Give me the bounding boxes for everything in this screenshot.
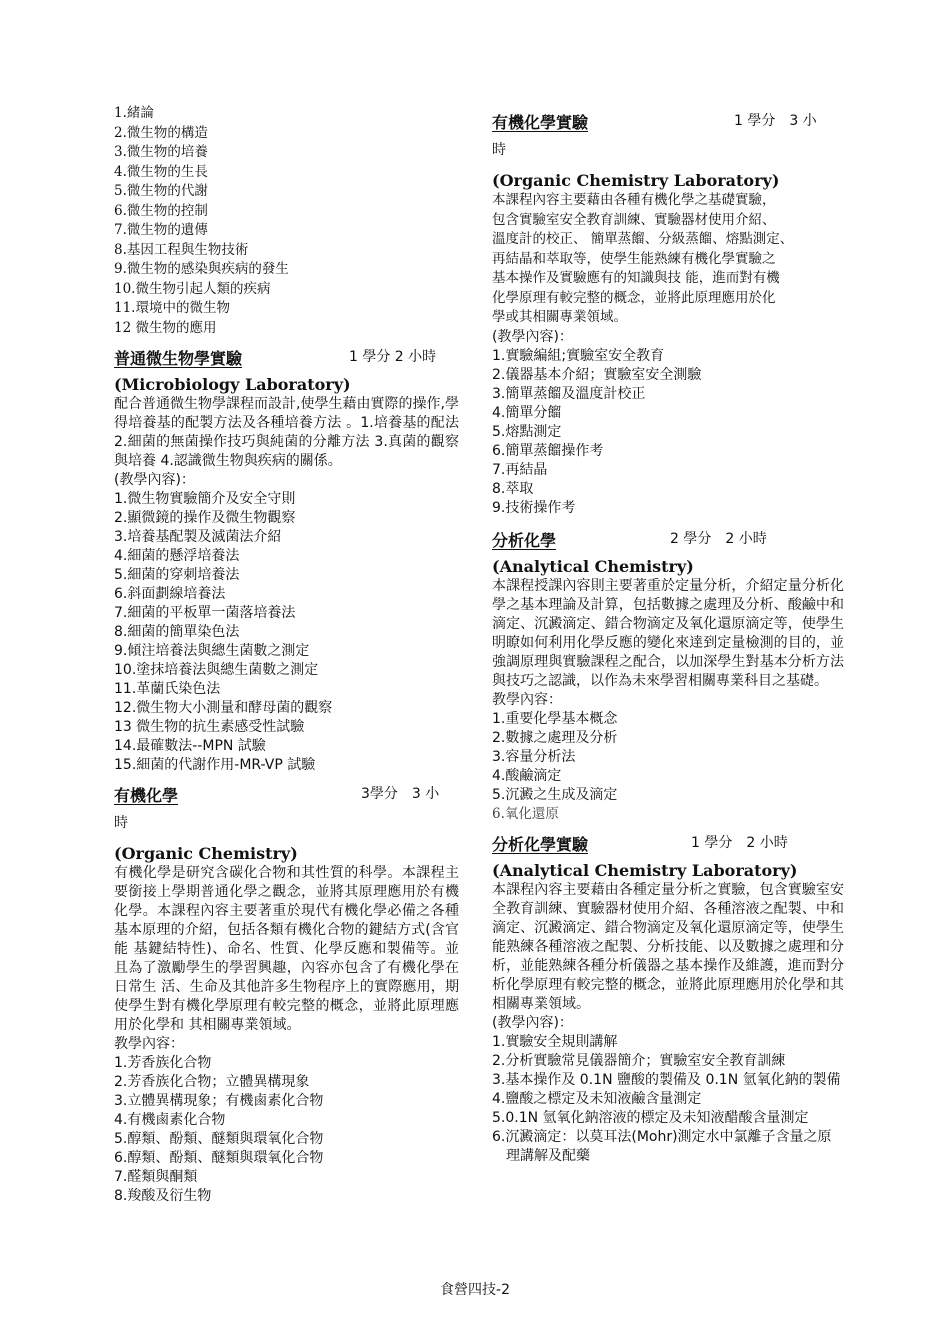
list-item: 6.斜面劃線培養法 [114,586,226,602]
course-credits: 1 學分 3 小 [734,113,817,129]
course-english-title: (Analytical Chemistry) [492,556,694,576]
list-item: 2.顯微鏡的操作及微生物觀察 [114,510,296,526]
course-title: 分析化學 [492,530,557,550]
organic-lab-items [492,347,844,518]
list-item: 6.微生物的控制 [114,202,208,219]
micro-lab-heading [114,346,459,372]
list-item: 11.環境中的微生物 [114,300,230,316]
description-line: 本課程內容主要藉由各種有機化學之基礎實驗， [492,192,776,208]
list-item: 1.實驗編組;實驗室安全教育 [492,347,665,364]
intro-list [114,104,459,338]
list-item: 3.培養基配製及滅菌法介紹 [114,529,282,545]
list-item: 12.微生物大小測量和酵母菌的觀察 [114,700,333,716]
list-item: 5.細菌的穿刺培養法 [114,567,240,583]
description-line: 溫度計的校正、 簡單蒸餾、分級蒸餾、熔點測定、 [492,231,794,247]
list-item: 2.分析實驗常見儀器簡介；實驗室安全教育訓練 [492,1053,786,1069]
content-label: 教學內容： [492,691,562,708]
course-credits: 1 學分 2 小時 [691,835,788,851]
list-item: 3.簡單蒸餾及溫度計校正 [492,385,646,402]
list-item: 7.醛類與酮類 [114,1169,198,1185]
list-item: 5.沉澱之生成及滴定 [492,786,618,803]
list-item: 1.緒論 [114,105,154,121]
list-item: 3.基本操作及 0.1N 鹽酸的製備及 0.1N 氫氧化鈉的製備 [492,1072,841,1088]
list-item: 15.細菌的代謝作用-MR-VP 試驗 [114,757,316,773]
organic-heading [114,783,459,809]
list-item: 1.芳香族化合物 [114,1055,212,1071]
description-line: 基本操作及實驗應有的知識與技 能，進而對有機 [492,270,780,286]
list-item: 2.數據之處理及分析 [492,729,618,746]
list-item: 1.實驗安全規則講解 [492,1034,618,1050]
list-item: 7.再結晶 [492,461,548,478]
course-hours-tail: 時 [114,815,128,831]
list-item: 6.氧化還原 [492,805,559,822]
page-footer: 食營四技-2 [440,1282,510,1298]
course-description: 有機化學是研究含碳化合物和其性質的科學。本課程主要銜接上學期普通化學之觀念，並將其原理應用於有機 化學。本課程內容主要著重於現代有機化學必備之各種基本原理的介紹，包括各類有機化合物的鍵結方式(含官能 基鍵結特性)、命名、性質、化學反應和製備等。並且為了激勵學生的學習興趣，內容亦包含了有機化學在日常生 活、生命及其他許多生物程序上的實際應用，期使學生對有機化學原理有較完整的概念，並將此原理應用於化學和 其相關專業領域。 [114,865,473,1033]
list-item: 3.立體異構現象；有機鹵素化合物 [114,1093,324,1109]
list-item: 8.萃取 [492,480,534,497]
list-item: 6.醇類、酚類、醚類與環氧化合物 [114,1150,324,1166]
list-item: 11.革蘭氏染色法 [114,681,221,697]
list-item: 7.細菌的平板單一菌落培養法 [114,605,296,621]
list-item: 2.儀器基本介紹；實驗室安全測驗 [492,366,702,383]
analytical-lab-items [492,1033,844,1166]
list-item: 3.微生物的培養 [114,144,208,160]
right-column [492,110,844,1166]
list-item: 4.酸鹼滴定 [492,767,562,784]
list-item: 5.微生物的代謝 [114,183,208,199]
list-item: 6.簡單蒸餾操作考 [492,442,604,459]
list-item: 2.芳香族化合物；立體異構現象 [114,1074,310,1090]
course-title: 有機化學實驗 [492,113,589,132]
content-label: (教學內容)： [492,328,573,345]
content-label: (教學內容)： [492,1015,573,1031]
analytical-lab-heading [492,832,844,858]
description-line: 包含實驗室安全教育訓練、實驗器材使用介紹、 [492,211,776,228]
left-column [114,104,473,1206]
course-english-title: (Organic Chemistry Laboratory) [492,171,780,190]
content-label: (教學內容)： [114,472,195,488]
list-item: 8.細菌的簡單染色法 [114,624,240,640]
list-item: 4.細菌的懸浮培養法 [114,548,240,564]
course-credits: 2 學分 2 小時 [670,530,767,547]
course-credits: 3學分 3 小 [361,786,440,802]
course-description [492,191,844,328]
list-item: 4.鹽酸之標定及未知液鹼含量測定 [492,1091,702,1107]
list-item: 4.微生物的生長 [114,163,208,180]
course-english-title: (Analytical Chemistry Laboratory) [492,861,798,880]
list-item: 8.基因工程與生物技術 [114,241,249,258]
list-item: 1.重要化學基本概念 [492,710,618,727]
course-description: 本課程授課內容則主要著重於定量分析，介紹定量分析化學之基本理論及計算，包括數據之處理及分析、酸鹼中和滴定、沉澱滴定、錯合物滴定及氧化還原滴定等，使學生明瞭如何利用化學反應的變化來達到定量檢測的目的，並強調原理與實驗課程之配合，以加深學生對基本分析方法與技巧之認識，以作為未來學習相關專業科目之基礎。 [492,577,844,689]
list-item: 5.熔點測定 [492,423,562,440]
description-line: 再結晶和萃取等，使學生能熟練有機化學實驗之 [492,250,776,267]
list-item: 10.微生物引起人類的疾病 [114,280,271,297]
list-item: 5.醇類、酚類、醚類與環氧化合物 [114,1131,324,1147]
list-item: 4.有機鹵素化合物 [114,1112,226,1128]
content-label: 教學內容： [114,1036,184,1052]
course-title: 有機化學 [114,786,179,805]
list-item: 3.容量分析法 [492,748,576,765]
course-title: 普通微生物學實驗 [114,349,243,368]
description-line: 化學原理有較完整的概念，並將此原理應用於化 [492,289,776,306]
list-item: 6.沉澱滴定：以莫耳法(Mohr)測定水中氯離子含量之原理講解及配藥 [492,1129,832,1164]
analytical-items [492,710,844,825]
list-item: 8.羧酸及衍生物 [114,1188,212,1204]
course-hours-tail: 時 [492,142,506,158]
list-item: 13 微生物的抗生素感受性試驗 [114,719,305,735]
course-english-title: (Organic Chemistry) [114,844,298,863]
list-item: 10.塗抹培養法與總生菌數之測定 [114,662,319,678]
course-description: 本課程內容主要藉由各種定量分析之實驗，包含實驗室安全教育訓練、實驗器材使用介紹、各種溶液之配製、中和滴定、沉澱滴定、錯合物滴定及氧化還原滴定等，使學生能熟練各種溶液之配製、分析技能、以及數據之處理和分析，並能熟練各種分析儀器之基本操作及維護，進而對分析化學原理有較完整的概念，並將此原理應用於化學和其相關專業領域。 [492,882,844,1012]
list-item: 9.技術操作考 [492,499,576,516]
list-item: 9.傾注培養法與總生菌數之測定 [114,643,310,659]
description-line: 學或其相關專業領域。 [492,309,627,325]
list-item: 12 微生物的應用 [114,319,217,336]
course-english-title: (Microbiology Laboratory) [114,375,351,394]
list-item: 9.微生物的感染與疾病的發生 [114,261,289,277]
organic-lab-heading [492,110,844,136]
list-item: 14.最確數法--MPN 試驗 [114,738,266,754]
analytical-heading [492,528,844,554]
list-item: 4.簡單分餾 [492,404,562,421]
list-item: 7.微生物的遺傳 [114,222,208,238]
course-title: 分析化學實驗 [492,835,589,854]
micro-lab-items [114,490,459,775]
list-item: 2.微生物的構造 [114,124,208,141]
course-credits: 1 學分 2 小時 [349,349,437,365]
list-item: 1.微生物實驗簡介及安全守則 [114,491,296,507]
course-description: 配合普通微生物學課程而設計,使學生藉由實際的操作,學得培養基的配製方法及各種培養方法 。1.培養基的配法 2.細菌的無菌操作技巧與純菌的分離方法 3.真菌的觀察與培養 4.認識微生物與疾病的關係。 [114,396,459,469]
organic-items [114,1054,459,1206]
list-item: 5.0.1N 氫氧化鈉溶液的標定及未知液醋酸含量測定 [492,1110,809,1126]
